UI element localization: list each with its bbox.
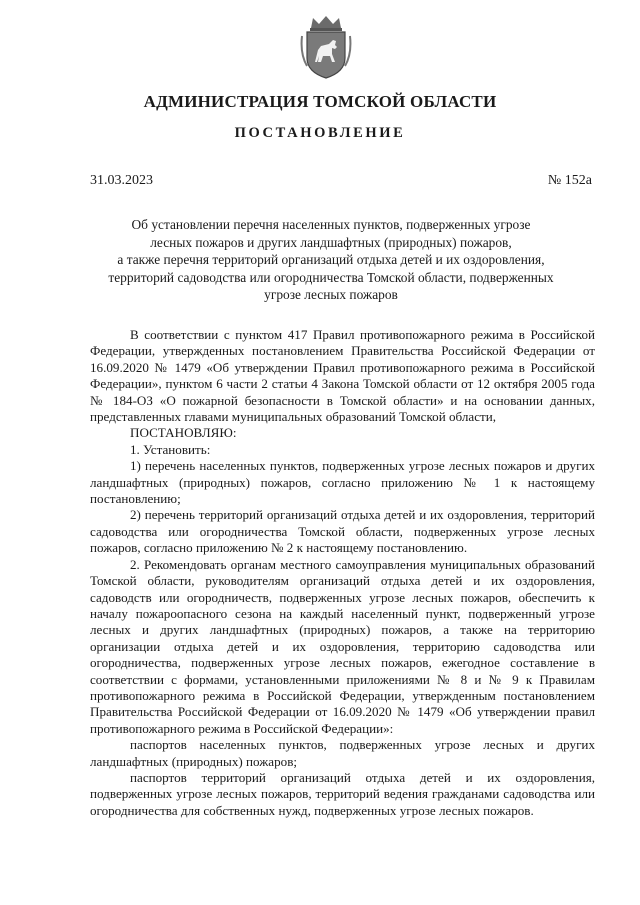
subject-line: а также перечня территорий организаций отдыха детей и их оздоровления, [117,252,545,267]
organization-title: АДМИНИСТРАЦИЯ ТОМСКОЙ ОБЛАСТИ [143,92,497,111]
subject-line: территорий садоводства или огородничества Томской области, подверженных [108,269,554,285]
document-type: ПОСТАНОВЛЕНИЕ [234,125,406,141]
decree-word: ПОСТАНОВЛЯЮ: [130,425,237,441]
item-2-b-paragraph: паспортов территорий организаций отдыха детей и их оздоровления, подверженных угрозе лесных пожаров, территорий ведения гражданами садоводства или огородничества для собственных нужд, подверженных угрозе лесных пожаров. [90,769,595,818]
intro-paragraph: В соответствии с пунктом 417 Правил противопожарного режима в Российской Федерации, утвержденных постановлением Правительства Российской Федерации от 16.09.2020 № 1479 «Об утверждении Правил противопожарного режима в Российской Федерации», пунктом 6 части 2 статьи 4 Закона Томской области от 12 октября 2005 года № 184-ОЗ «О пожарной безопасности в Томской области» и на основании данных, представленных главами муниципальных образований Томской области, [90,327,595,425]
subject-line: лесных пожаров и других ландшафтных (природных) пожаров, [150,234,512,250]
subject-line: Об установлении перечня населенных пунктов, подверженных угрозе [131,217,531,232]
document-date: 31.03.2023 [90,173,153,188]
document-body [90,327,595,819]
item-1-heading: 1. Установить: [130,441,211,457]
item-2-paragraph: 2. Рекомендовать органам местного самоуправления муниципальных образований Томской области, руководителям организаций отдыха детей и их оздоровления, садоводств или огородничеств, подверженных угрозе лесных пожаров, обеспечить к началу пожароопасного сезона на каждый населенный пункт, подверженный угрозе лесных и других ландшафтных (природных) пожаров, а также на территорию организации отдыха детей и их оздоровления, территорию садоводства или огородничества, подверженных угрозе лесных пожаров, ежегодное составление в соответствии с формами, установленными приложениями № 8 и № 9 к Правилам противопожарного режима в Российской Федерации, утвержденным постановлением Правительства Российской Федерации от 16.09.2020 № 1479 «Об утверждении правил противопожарного режима в Российской Федерации»: [90,556,595,736]
item-1-1-paragraph: 1) перечень населенных пунктов, подверженных угрозе лесных пожаров и других ландшафтных (природных) пожаров, согласно приложению № 1 к настоящему постановлению; [90,458,595,507]
document-number: № 152а [547,173,592,188]
document-subject [100,216,562,304]
subject-line: угрозе лесных пожаров [264,287,398,302]
item-2-a-paragraph: паспортов населенных пунктов, подверженных угрозе лесных и других ландшафтных (природных) пожаров; [90,737,595,769]
coat-of-arms-icon [299,14,353,80]
item-1-2-paragraph: 2) перечень территорий организаций отдыха детей и их оздоровления, территорий садоводства или огородничества Томской области, подверженных угрозе лесных пожаров, согласно приложению № 2 к настоящему постановлению. [90,507,595,556]
